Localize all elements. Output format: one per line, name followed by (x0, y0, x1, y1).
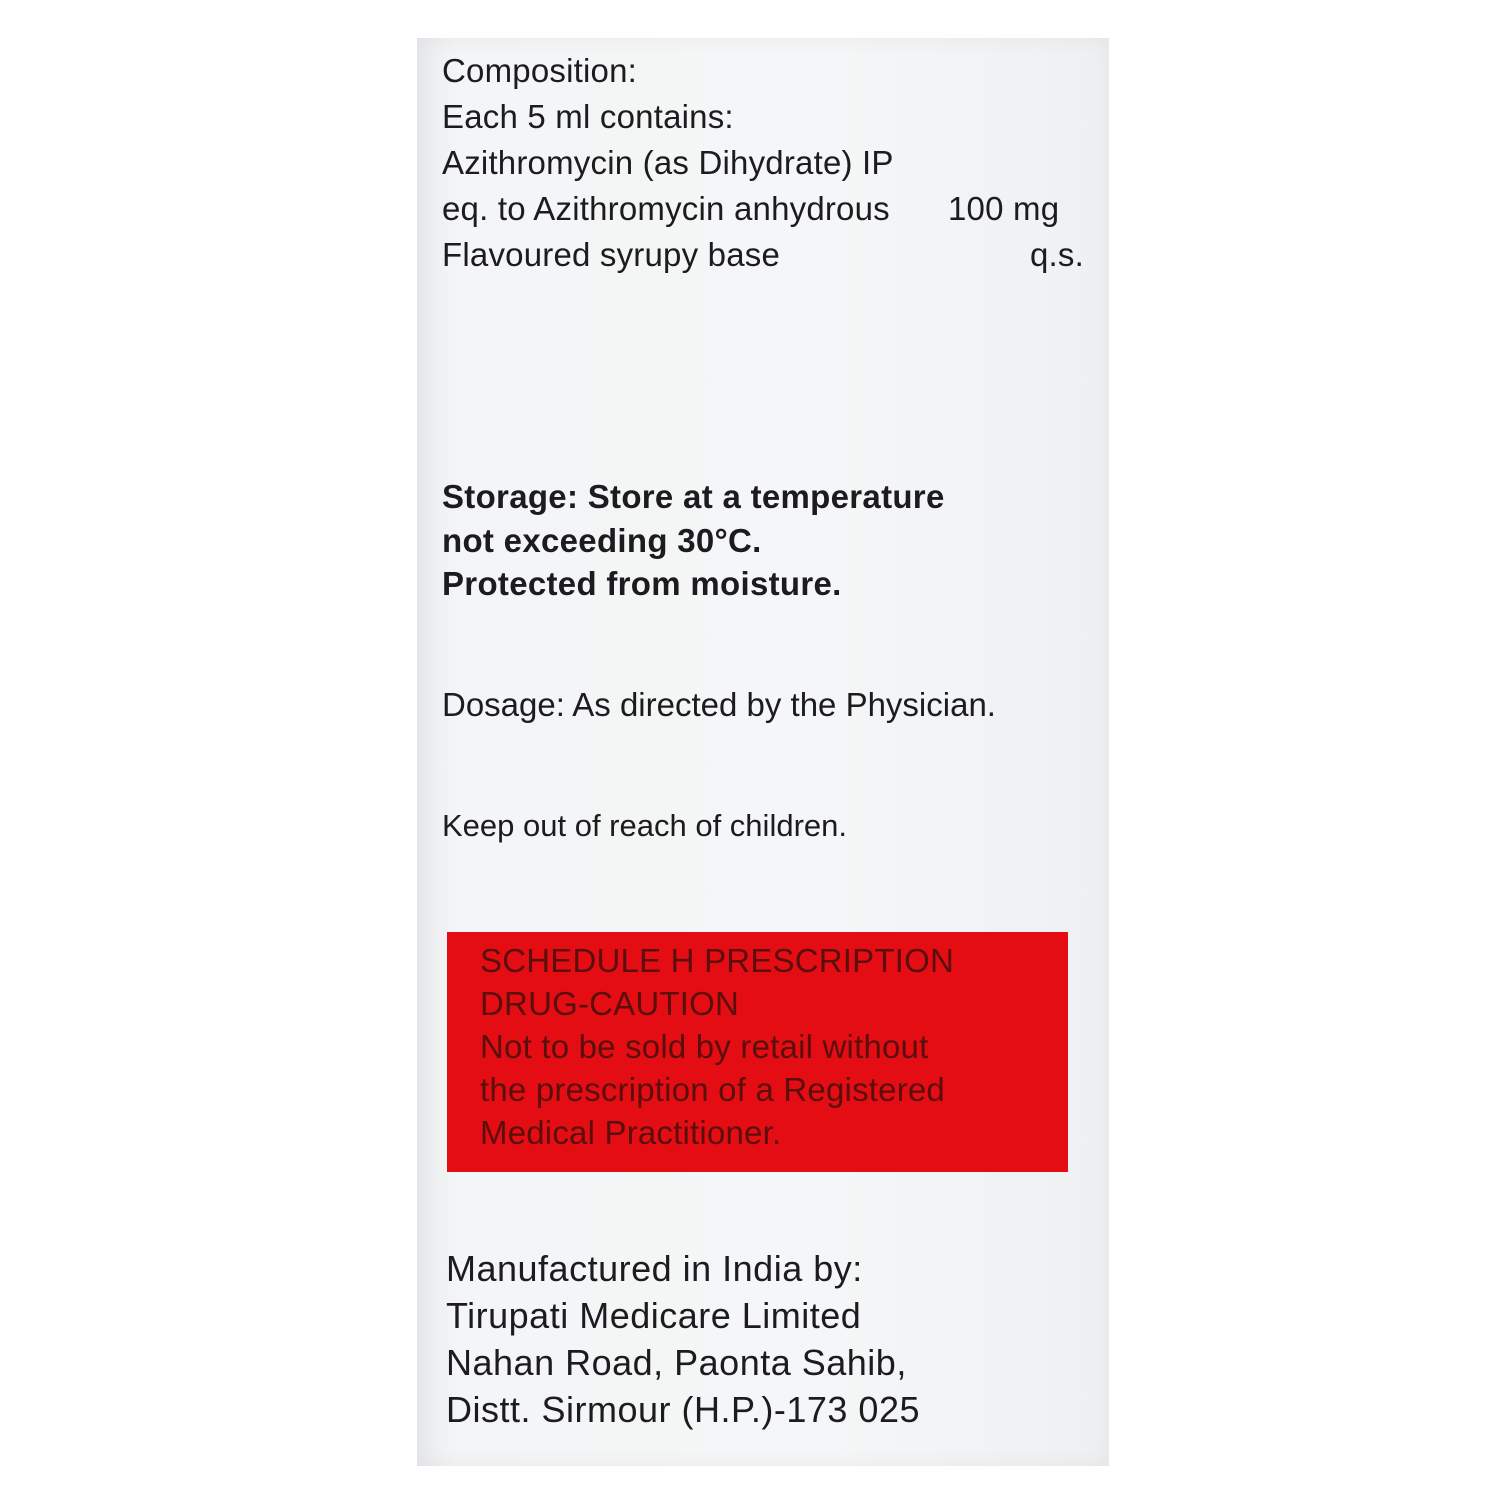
composition-heading: Composition: (442, 52, 637, 89)
warning-line-1: SCHEDULE H PRESCRIPTION (480, 942, 955, 979)
storage-line-3: Protected from moisture. (442, 565, 842, 602)
warning-line-4: the prescription of a Registered (480, 1071, 945, 1108)
storage-line-1: Storage: Store at a temperature (442, 478, 945, 515)
manufacturer-address-line-1: Nahan Road, Paonta Sahib, (446, 1342, 907, 1383)
manufacturer-line-1: Manufactured in India by: (446, 1248, 863, 1289)
manufacturer-name: Tirupati Medicare Limited (446, 1295, 862, 1336)
warning-line-2: DRUG-CAUTION (480, 985, 740, 1022)
warning-line-5: Medical Practitioner. (480, 1114, 782, 1151)
storage-line-2: not exceeding 30°C. (442, 522, 762, 559)
medicine-carton-side-panel (417, 38, 1109, 1466)
base-amount: q.s. (1030, 236, 1084, 273)
dosage-text: Dosage: As directed by the Physician. (442, 686, 996, 723)
schedule-h-warning-box (447, 932, 1068, 1172)
composition-per-dose: Each 5 ml contains: (442, 98, 734, 135)
keep-out-of-reach-text: Keep out of reach of children. (442, 808, 847, 843)
manufacturer-address-line-2: Distt. Sirmour (H.P.)-173 025 (446, 1389, 920, 1430)
warning-line-3: Not to be sold by retail without (480, 1028, 929, 1065)
ingredient-amount: 100 mg (948, 190, 1060, 227)
ingredient-equivalent: eq. to Azithromycin anhydrous (442, 190, 890, 227)
base-name: Flavoured syrupy base (442, 236, 781, 273)
ingredient-name: Azithromycin (as Dihydrate) IP (442, 144, 894, 181)
